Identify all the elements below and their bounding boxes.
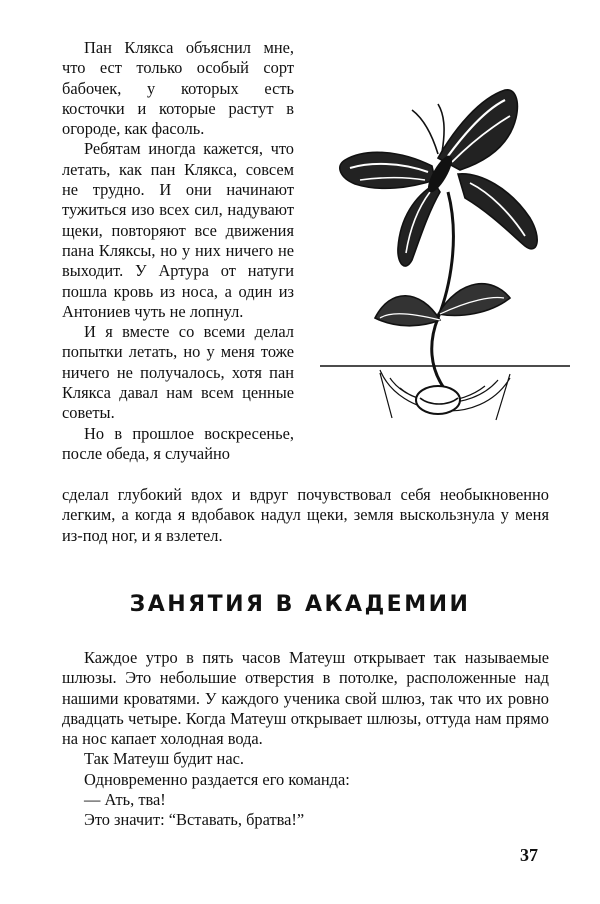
section-heading: ЗАНЯТИЯ В АКАДЕМИИ (129, 592, 471, 617)
butterfly-illustration (320, 88, 570, 458)
section-paragraph-3: Одновременно раздается его команда: (84, 769, 350, 789)
section-paragraph-2: Так Матеуш будит нас. (84, 749, 244, 769)
paragraph-1: Пан Клякса объяснил мне, что ест только особый сорт бабочек, у которых есть косточки и которые растут в огороде, как фасоль. (62, 38, 294, 139)
paragraph-3: И я вместе со всеми делал попытки летать, но у меня тоже ничего не получалось, хотя пан Клякса давал нам всем ценные советы. (62, 322, 294, 423)
paragraph-4-cont-text: сделал глубокий вдох и вдруг почувствовал себя необыкновенно легким, а когда я вдобавок надул щеки, земля выскользнула у меня из-под ног, и я взлетел. (62, 485, 549, 545)
section-body (62, 648, 549, 831)
section-paragraph-1: Каждое утро в пять часов Матеуш открывает так называемые шлюзы. Это небольшие отверстия в потолке, расположенные над нашими кроватями. У каждого ученика свой шлюз, так что их ровно двадцать четыре. Когда Матеуш открывает шлюзы, оттуда нам прямо на нос капает холодная вода. (62, 648, 549, 749)
paragraph-4-start: Но в прошлое воскресенье, после обеда, я случайно (62, 423, 294, 463)
page-number: 37 (520, 845, 538, 865)
butterfly-on-sprouting-bean-icon (320, 90, 570, 420)
paragraph-2: Ребятам иногда кажется, что летать, как пан Клякса, совсем не трудно. И они начинают тужиться изо всех сил, надувают щеки, повторяют все движения пана Кляксы, но у них ничего не выходит. У Артура от натуги пошла кровь из носа, а один из Антониев чуть не лопнул. (62, 139, 294, 321)
section-paragraph-4: — Ать, тва! (84, 790, 166, 810)
section-paragraph-5: Это значит: “Вставать, братва!” (84, 810, 305, 830)
text-column (62, 38, 294, 464)
paragraph-4-continuation (62, 485, 549, 546)
